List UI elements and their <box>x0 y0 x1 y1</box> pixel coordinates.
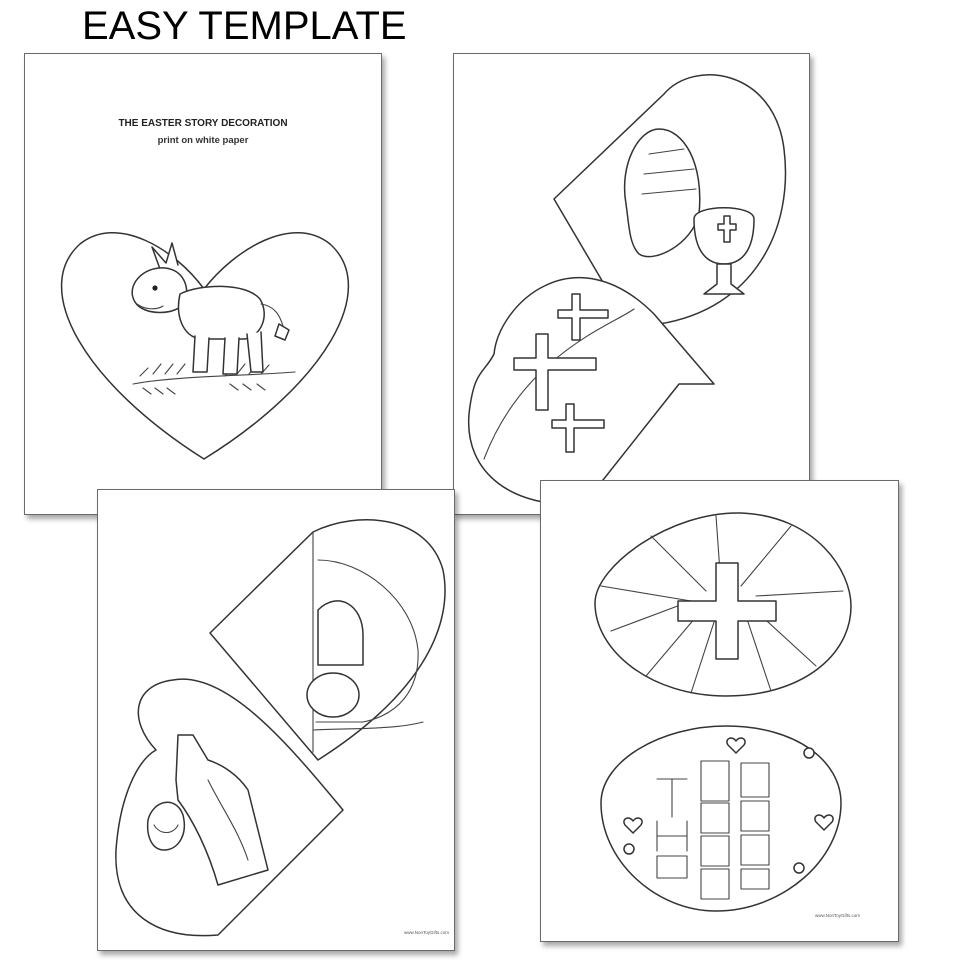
flower-deco-icon <box>794 863 804 873</box>
template-sheet-donkey <box>24 53 382 515</box>
template-sheet-hearts-crosses <box>453 53 810 515</box>
sheet-subheading: print on white paper <box>157 135 249 146</box>
tomb-jesus-art <box>98 490 455 951</box>
credit-text: www.NonToyGifts.com <box>815 913 861 918</box>
template-sheet-tomb-jesus <box>97 489 455 951</box>
credit-text: www.NonToyGifts.com <box>404 930 450 935</box>
page-title: EASY TEMPLATE <box>82 4 407 48</box>
eggs-art <box>541 481 899 942</box>
flower-deco-icon <box>624 844 634 854</box>
donkey-heart-art <box>25 54 382 515</box>
flower-deco-icon <box>804 748 814 758</box>
sheet-heading: THE EASTER STORY DECORATION <box>118 118 288 129</box>
template-sheet-eggs <box>540 480 899 942</box>
hearts-crosses-art <box>454 54 810 515</box>
